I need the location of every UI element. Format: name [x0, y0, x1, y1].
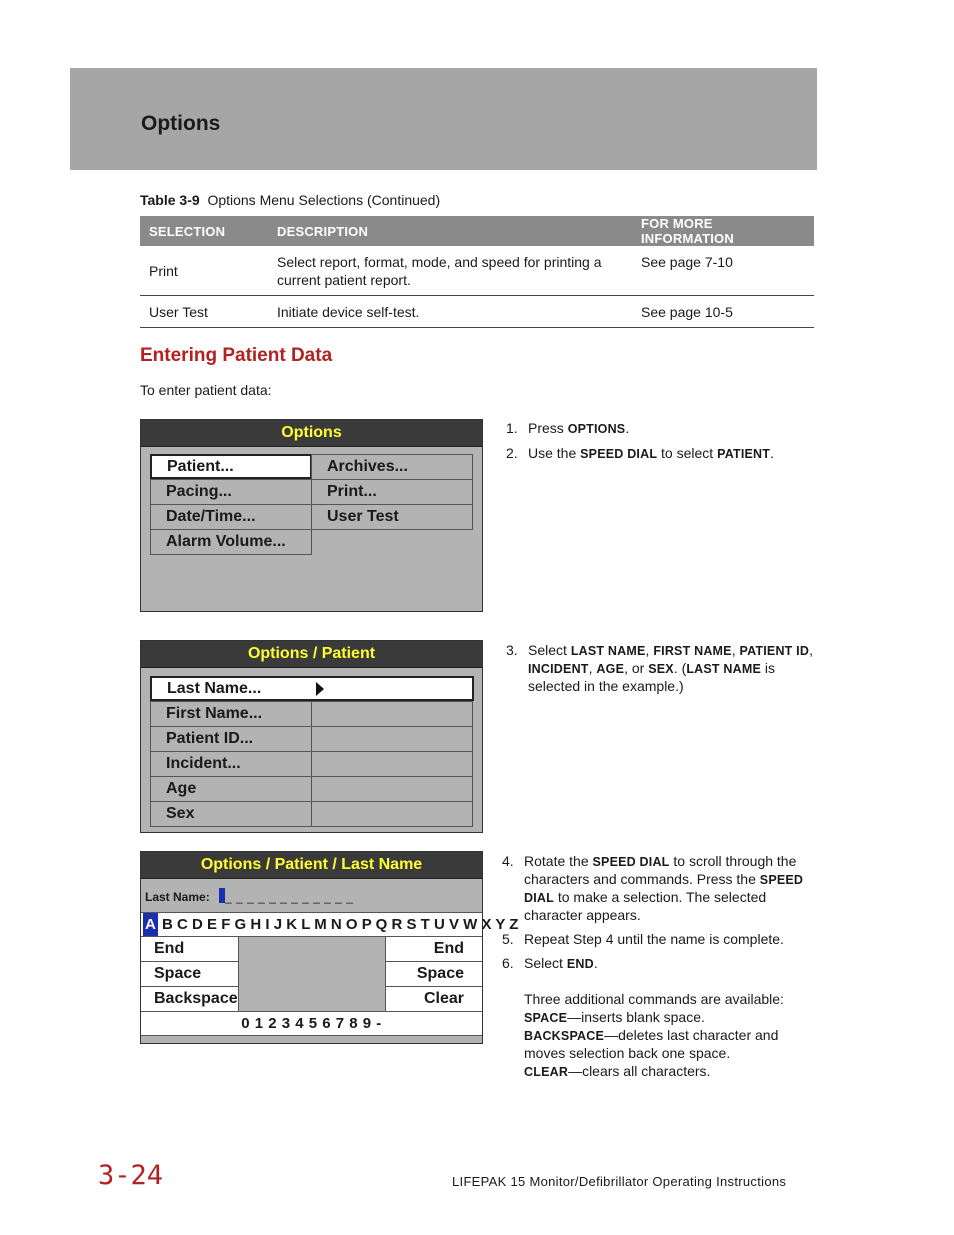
options-selections-table [140, 216, 814, 328]
note-text: —inserts blank space. [567, 1009, 705, 1025]
table-cell-selection: User Test [140, 296, 268, 328]
table-cell-more-info: See page 10-5 [632, 296, 814, 328]
chapter-title: Options [141, 112, 221, 135]
command-end-right[interactable]: End [385, 937, 482, 962]
step-number: 1. [506, 420, 518, 436]
step-text: selected in the example.) [528, 678, 684, 694]
menu-value-incident [311, 751, 473, 777]
step-text: . ( [673, 660, 687, 676]
screen-title: Options / Patient / Last Name [141, 852, 482, 879]
last-name-entry-screen [140, 851, 519, 1044]
command-space-left[interactable]: Space [141, 962, 239, 987]
table-caption [140, 192, 440, 208]
command-end-left[interactable]: End [141, 937, 239, 962]
step-6 [502, 954, 822, 974]
key-label: SPEED [759, 873, 804, 887]
column-header-description: DESCRIPTION [268, 216, 632, 246]
menu-item-print[interactable]: Print... [311, 479, 473, 505]
step-number: 5. [502, 931, 514, 947]
table-header-row [140, 216, 814, 246]
step-text: Repeat Step 4 until the name is complete. [524, 931, 784, 947]
menu-item-label: Last Name... [167, 680, 262, 697]
key-label: SPEED DIAL [580, 447, 658, 461]
step-text: Select [524, 955, 567, 971]
step-text: . [593, 955, 598, 971]
key-label: INCIDENT [528, 662, 589, 676]
step-text: , [645, 642, 654, 658]
step-text: to make a selection. The selected [553, 889, 767, 905]
key-label: AGE [596, 662, 625, 676]
step-4 [502, 852, 822, 926]
selected-letter[interactable]: A [143, 913, 158, 936]
arrow-right-icon [316, 682, 324, 696]
table-cell-description: Initiate device self-test. [268, 296, 632, 328]
note-text: moves selection back one space. [524, 1045, 731, 1061]
section-intro: To enter patient data: [140, 382, 272, 398]
table-cell-selection: Print [140, 246, 268, 296]
key-label: CLEAR [524, 1065, 569, 1079]
table-caption-text: Options Menu Selections (Continued) [207, 192, 441, 208]
additional-commands-note [524, 990, 824, 1082]
page-number: 3-24 [98, 1160, 164, 1191]
step-text: . [770, 445, 774, 461]
note-text: —deletes last character and [604, 1027, 779, 1043]
letter-keys[interactable]: B C D E F G H I J K L M N O P Q R S T U V W X Y Z [162, 916, 519, 933]
command-center-panel [239, 937, 385, 1011]
menu-value-first-name [311, 701, 473, 727]
key-label: OPTIONS [567, 422, 626, 436]
step-number: 6. [502, 955, 514, 971]
key-label: PATIENT [717, 447, 771, 461]
menu-item-sex[interactable]: Sex [150, 801, 312, 827]
key-label: DIAL [524, 891, 554, 905]
step-2 [506, 444, 806, 464]
key-label: END [566, 957, 594, 971]
key-label: SPEED DIAL [592, 855, 670, 869]
chapter-header-band [70, 68, 817, 170]
table-row [140, 246, 814, 296]
name-field-value: _ _ _ _ _ _ _ _ _ _ _ _ [225, 890, 354, 904]
screen-title: Options [141, 420, 482, 447]
document-title: LIFEPAK 15 Monitor/Defibrillator Operating Instructions [452, 1174, 787, 1189]
menu-item-age[interactable]: Age [150, 776, 312, 802]
menu-item-alarm-volume[interactable]: Alarm Volume... [150, 529, 312, 555]
step-text: , [809, 642, 813, 658]
menu-value-age [311, 776, 473, 802]
table-cell-description: Select report, format, mode, and speed for printing a current patient report. [268, 246, 632, 296]
key-label: SEX [648, 662, 674, 676]
command-clear[interactable]: Clear [385, 987, 482, 1011]
digit-keys[interactable]: 0 1 2 3 4 5 6 7 8 9 - [141, 1011, 482, 1036]
step-text: to select [657, 445, 718, 461]
menu-item-archives[interactable]: Archives... [311, 454, 473, 480]
step-number: 3. [506, 642, 518, 658]
menu-item-date-time[interactable]: Date/Time... [150, 504, 312, 530]
step-text: is [761, 660, 776, 676]
menu-item-patient[interactable]: Patient... [150, 454, 312, 479]
section-title: Entering Patient Data [140, 345, 333, 366]
step-text: , [731, 642, 740, 658]
step-text: Select [528, 642, 571, 658]
menu-item-last-name[interactable] [150, 676, 474, 701]
step-text: , [588, 660, 597, 676]
command-space-right[interactable]: Space [385, 962, 482, 987]
options-screen [140, 419, 483, 612]
table-caption-label: Table 3-9 [140, 192, 200, 208]
menu-item-first-name[interactable]: First Name... [150, 701, 312, 727]
key-label: PATIENT ID [739, 644, 810, 658]
name-field [145, 888, 353, 904]
key-label: LAST NAME [570, 644, 646, 658]
name-field-label: Last Name: [145, 890, 210, 904]
step-text: character appears. [524, 907, 641, 923]
step-text: . [625, 420, 630, 436]
letter-row [141, 912, 519, 937]
step-3 [506, 641, 816, 697]
options-patient-screen [140, 640, 483, 833]
step-text: characters and commands. Press the [524, 871, 760, 887]
step-text: Press [528, 420, 568, 436]
key-label: SPACE [524, 1011, 568, 1025]
menu-item-patient-id[interactable]: Patient ID... [150, 726, 312, 752]
step-1 [506, 419, 806, 439]
table-row [140, 296, 814, 328]
menu-item-pacing[interactable]: Pacing... [150, 479, 312, 505]
note-text: Three additional commands are available: [524, 991, 784, 1007]
step-text: , or [624, 660, 649, 676]
step-text: Use the [528, 445, 581, 461]
screen-title: Options / Patient [141, 641, 482, 668]
column-header-more-info: FOR MORE INFORMATION [632, 216, 814, 246]
note-text: —clears all characters. [568, 1063, 711, 1079]
step-text: to scroll through the [669, 853, 797, 869]
key-label: FIRST NAME [653, 644, 732, 658]
step-number: 2. [506, 445, 518, 461]
menu-item-incident[interactable]: Incident... [150, 751, 312, 777]
step-text: Rotate the [524, 853, 593, 869]
command-backspace[interactable]: Backspace [141, 987, 239, 1011]
step-number: 4. [502, 853, 514, 869]
menu-value-sex [311, 801, 473, 827]
menu-value-patient-id [311, 726, 473, 752]
step-5 [502, 930, 822, 950]
key-label: LAST NAME [686, 662, 762, 676]
column-header-selection: SELECTION [140, 216, 268, 246]
menu-item-user-test[interactable]: User Test [311, 504, 473, 530]
table-cell-more-info: See page 7-10 [632, 246, 814, 296]
key-label: BACKSPACE [524, 1029, 605, 1043]
